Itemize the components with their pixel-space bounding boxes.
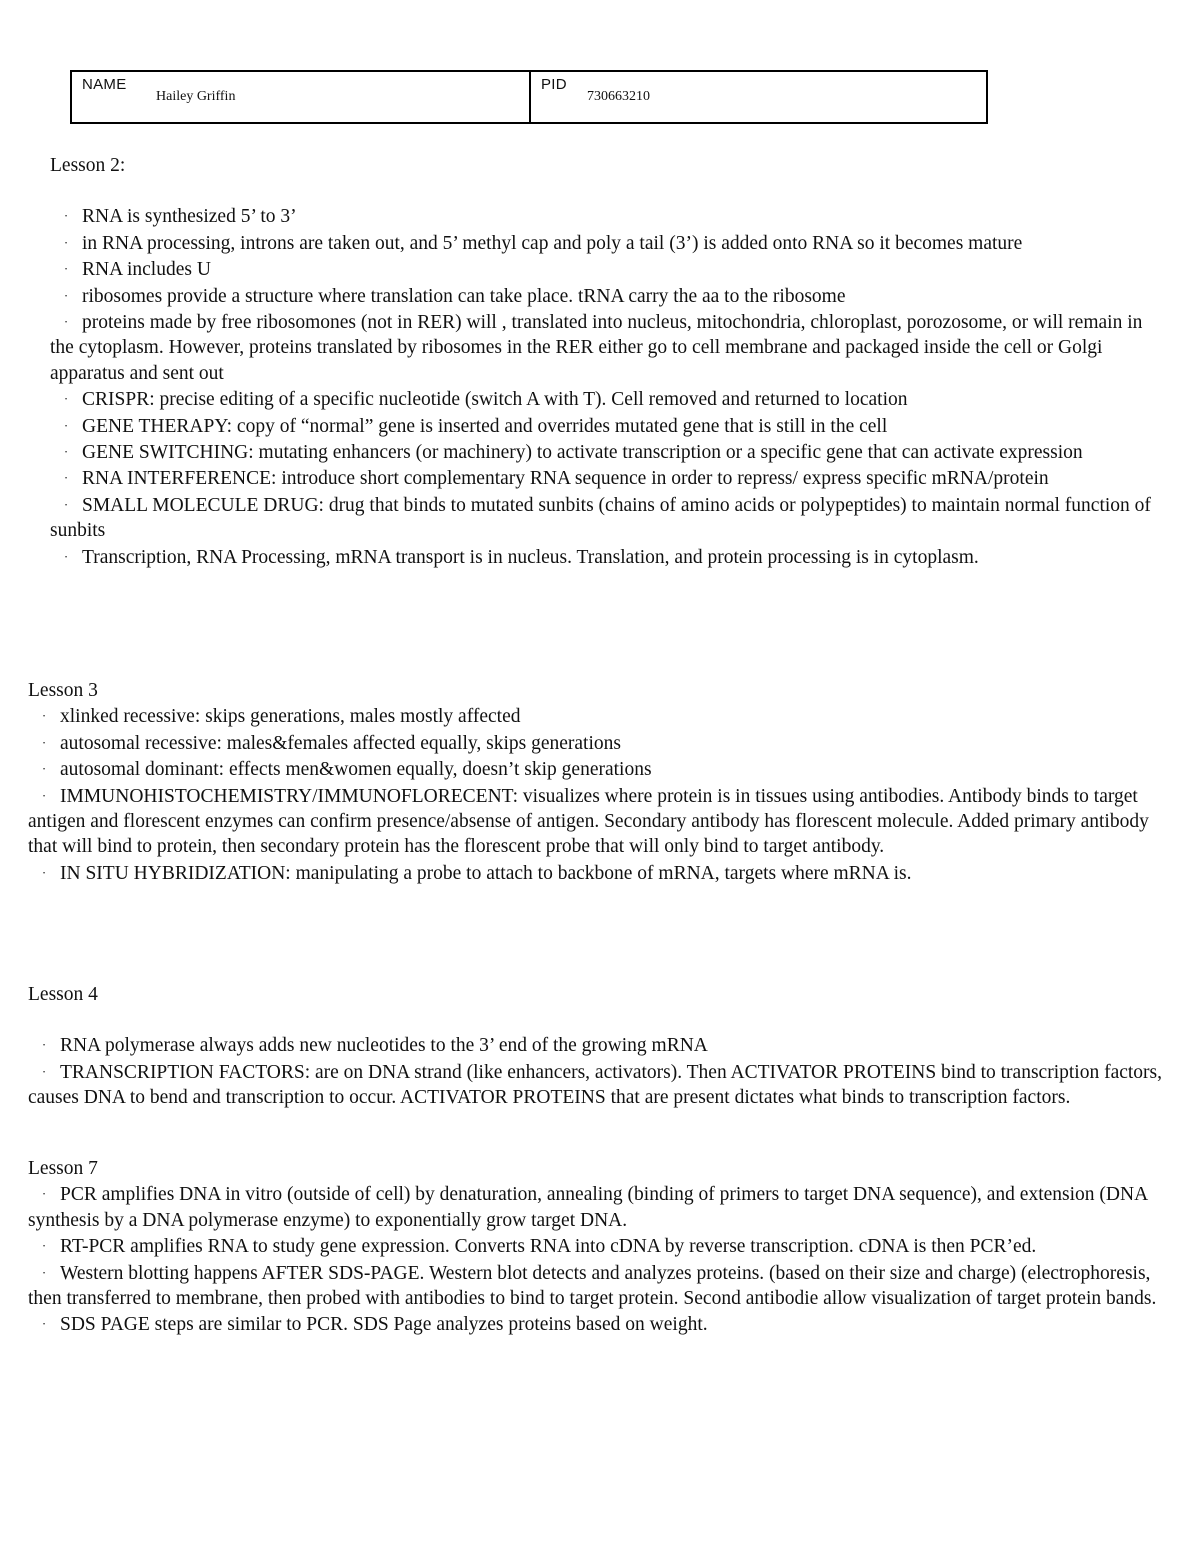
bullet-icon: · xyxy=(41,1264,47,1280)
list-item xyxy=(28,756,1168,782)
list-item-text: Transcription, RNA Processing, mRNA transport is in nucleus. Translation, and protein processing is in cytoplasm. xyxy=(82,546,979,568)
list-item xyxy=(28,1032,1168,1058)
bullet-icon: · xyxy=(41,1063,47,1079)
bullet-icon: · xyxy=(41,787,47,803)
bullet-icon: · xyxy=(41,734,47,750)
list-item xyxy=(50,309,1160,386)
lesson-2-list xyxy=(50,203,1160,570)
list-item xyxy=(50,544,1160,570)
bullet-icon: · xyxy=(63,287,69,303)
list-item-text: TRANSCRIPTION FACTORS: are on DNA strand (like enhancers, activators). Then ACTIVATOR PROTEINS bind to transcription factors, causes DNA to bend and transcription to occur. ACTIVATOR PROTEINS that are present dictates what binds to transcription factors. xyxy=(28,1061,1162,1109)
list-item-text: xlinked recessive: skips generations, males mostly affected xyxy=(60,706,521,728)
lesson-7-list xyxy=(28,1181,1168,1337)
bullet-icon: · xyxy=(63,417,69,433)
list-item-text: IN SITU HYBRIDIZATION: manipulating a probe to attach to backbone of mRNA, targets where mRNA is. xyxy=(60,862,912,884)
bullet-icon: · xyxy=(63,444,69,460)
lesson-3-list xyxy=(28,703,1168,886)
list-item xyxy=(50,439,1160,465)
list-item xyxy=(28,1260,1168,1312)
list-item xyxy=(50,283,1160,309)
bullet-icon: · xyxy=(63,314,69,330)
list-item xyxy=(28,1233,1168,1259)
lesson-3-section xyxy=(28,678,1168,886)
list-item-text: autosomal dominant: effects men&women equally, doesn’t skip generations xyxy=(60,759,652,781)
list-item-text: PCR amplifies DNA in vitro (outside of cell) by denaturation, annealing (binding of primers to target DNA sequence), and extension (DNA synthesis by a DNA polymerase enzyme) to exponentially grow target DNA. xyxy=(28,1184,1148,1231)
pid-value: 730663210 xyxy=(587,89,650,104)
list-item xyxy=(50,386,1160,412)
list-item xyxy=(28,730,1168,756)
list-item-text: in RNA processing, introns are taken out, and 5’ methyl cap and poly a tail (3’) is added onto RNA so it becomes mature xyxy=(82,232,1023,254)
bullet-icon: · xyxy=(41,1316,47,1332)
list-item-text: RNA polymerase always adds new nucleotides to the 3’ end of the growing mRNA xyxy=(60,1035,708,1057)
list-item-text: RNA includes U xyxy=(82,259,211,281)
bullet-icon: · xyxy=(41,1037,47,1053)
list-item xyxy=(28,1181,1168,1233)
bullet-icon: · xyxy=(63,391,69,407)
list-item xyxy=(28,860,1168,886)
list-item xyxy=(50,413,1160,439)
lesson-7-title: Lesson 7 xyxy=(28,1158,98,1179)
bullet-icon: · xyxy=(41,864,47,880)
list-item-text: CRISPR: precise editing of a specific nucleotide (switch A with T). Cell removed and returned to location xyxy=(82,389,908,411)
list-item xyxy=(28,783,1168,860)
list-item xyxy=(50,203,1160,229)
list-item xyxy=(50,230,1160,256)
lesson-2-section xyxy=(50,153,1160,570)
list-item xyxy=(50,256,1160,282)
bullet-icon: · xyxy=(63,548,69,564)
bullet-icon: · xyxy=(41,708,47,724)
list-item-text: GENE SWITCHING: mutating enhancers (or machinery) to activate transcription or a specific gene that can activate expression xyxy=(82,442,1083,464)
list-item-text: SMALL MOLECULE DRUG: drug that binds to mutated sunbits (chains of amino acids or polypeptides) to maintain normal function of sunbits xyxy=(50,494,1151,542)
list-item xyxy=(50,465,1160,491)
lesson-2-title: Lesson 2: xyxy=(50,155,126,176)
list-item xyxy=(50,492,1160,544)
header-table xyxy=(70,70,988,124)
bullet-icon: · xyxy=(41,1238,47,1254)
bullet-icon: · xyxy=(63,261,69,277)
bullet-icon: · xyxy=(63,496,69,512)
lesson-3-title: Lesson 3 xyxy=(28,680,98,701)
pid-cell xyxy=(531,72,986,122)
bullet-icon: · xyxy=(41,761,47,777)
name-value: Hailey Griffin xyxy=(156,89,236,104)
list-item-text: proteins made by free ribosomones (not in RER) will , translated into nucleus, mitochondria, chloroplast, porozosome, or will remain in the cytoplasm. However, proteins translated by ribosomes in the RER either go to cell membrane and packaged inside the cell or Golgi apparatus and sent out xyxy=(50,312,1143,384)
list-item-text: RNA is synthesized 5’ to 3’ xyxy=(82,206,297,228)
list-item-text: GENE THERAPY: copy of “normal” gene is inserted and overrides mutated gene that is still in the cell xyxy=(82,415,888,437)
list-item-text: RNA INTERFERENCE: introduce short complementary RNA sequence in order to repress/ express specific mRNA/protein xyxy=(82,468,1049,490)
list-item xyxy=(28,1059,1168,1111)
name-cell xyxy=(72,72,531,122)
lesson-4-section xyxy=(28,982,1168,1111)
bullet-icon: · xyxy=(63,208,69,224)
lesson-4-title: Lesson 4 xyxy=(28,984,98,1005)
list-item xyxy=(28,1311,1168,1337)
bullet-icon: · xyxy=(63,470,69,486)
list-item-text: autosomal recessive: males&females affected equally, skips generations xyxy=(60,732,621,754)
pid-label: PID xyxy=(541,76,567,93)
list-item-text: ribosomes provide a structure where translation can take place. tRNA carry the aa to the ribosome xyxy=(82,285,846,307)
lesson-4-list xyxy=(28,1032,1168,1110)
lesson-7-section xyxy=(28,1156,1168,1338)
list-item xyxy=(28,703,1168,729)
list-item-text: RT-PCR amplifies RNA to study gene expression. Converts RNA into cDNA by reverse transcription. cDNA is then PCR’ed. xyxy=(60,1236,1037,1258)
list-item-text: IMMUNOHISTOCHEMISTRY/IMMUNOFLORECENT: visualizes where protein is in tissues using antibodies. Antibody binds to target antigen and florescent enzymes can confirm presence/absense of antigen. Secondary antibody has florescent molecule. Added primary antibody that will bind to protein, then secondary protein has the florescent probe that will only bind to target antibody. xyxy=(28,785,1149,858)
list-item-text: SDS PAGE steps are similar to PCR. SDS Page analyzes proteins based on weight. xyxy=(60,1314,708,1336)
bullet-icon: · xyxy=(63,234,69,250)
name-label: NAME xyxy=(82,76,127,93)
list-item-text: Western blotting happens AFTER SDS-PAGE. Western blot detects and analyzes proteins. (based on their size and charge) (electrophoresis, then transferred to membrane, then probed with antibodies to bind to target protein. Second antibodie allow visualization of target protein bands. xyxy=(28,1262,1157,1310)
bullet-icon: · xyxy=(41,1186,47,1202)
